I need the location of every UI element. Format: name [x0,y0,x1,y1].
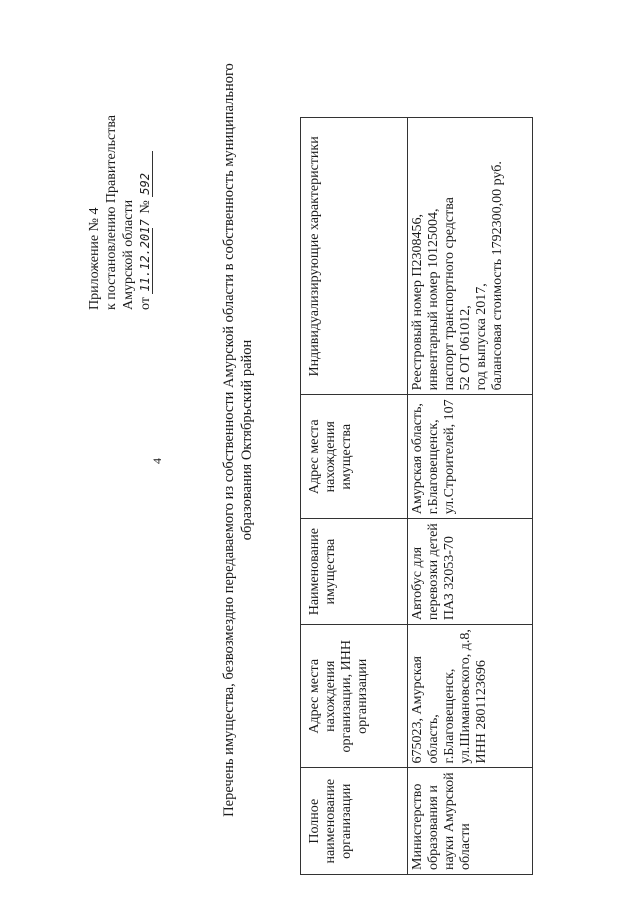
cell-line: образования и [426,785,441,870]
cell-line: область, [426,714,441,764]
number-label: № [138,200,153,214]
cell-line: Министерство [410,783,425,870]
title-line-2: образования Октябрьский район [239,339,255,541]
header-property-name: Наименование имущества [301,519,408,625]
appendix-region: Амурской области [121,199,136,310]
cell-line: ул.Шимановского, д.8, [458,629,473,764]
page-number: 4 [150,458,164,464]
appendix-date-number-line [137,115,154,310]
cell-line: г.Благовещенск, [442,668,457,764]
cell-line: Автобус для [410,546,425,621]
cell-line: Амурская область, [410,403,425,515]
from-label: от [138,297,153,310]
cell-line: ПАЗ 32053-70 [442,536,457,621]
cell-line: ИНН 2801123696 [474,660,489,764]
handwritten-date: 11.12.2017 [138,219,152,292]
cell-line: балансовая стоимость 1792300,00 руб. [490,161,505,391]
appendix-title: Приложение № 4 [87,207,102,310]
property-table [300,117,533,875]
header-org-name: Полное наименование организации [301,768,408,875]
cell-line: 52 ОТ 061012, [458,305,473,391]
cell-line: области [458,823,473,870]
document-title [220,25,256,855]
cell-line: инвентарный номер 10125004, [426,208,441,391]
cell-line: науки Амурской [442,772,457,870]
cell-line: Реестровый номер П2308456, [410,214,425,391]
appendix-header [86,115,154,310]
cell-line: паспорт транспортного средства [442,197,457,391]
cell-line: перевозки детей [426,523,441,621]
cell-line: 675023, Амурская [410,656,425,764]
table-header-row [301,118,408,875]
cell-org-address [408,625,533,768]
handwritten-number: 592 [139,151,153,197]
appendix-resolution-ref: к постановлению Правительства [104,114,119,310]
cell-property-name [408,519,533,625]
cell-line: год выпуска 2017, [474,283,489,391]
cell-characteristics [408,118,533,395]
header-property-address: Адрес места нахождения имущества [301,395,408,519]
title-line-1: Перечень имущества, безвозмездно передаваемого из собственности Амурской области в собственность муниципального [221,63,237,817]
cell-line: г.Благовещенск, [426,419,441,515]
cell-line: ул.Строителей, 107 [442,399,457,515]
cell-property-address [408,395,533,519]
table-row [408,118,533,875]
cell-org-name [408,768,533,875]
header-characteristics: Индивидуализирующие характеристики [301,118,408,395]
header-org-address: Адрес места нахождения организации, ИНН организации [301,625,408,768]
